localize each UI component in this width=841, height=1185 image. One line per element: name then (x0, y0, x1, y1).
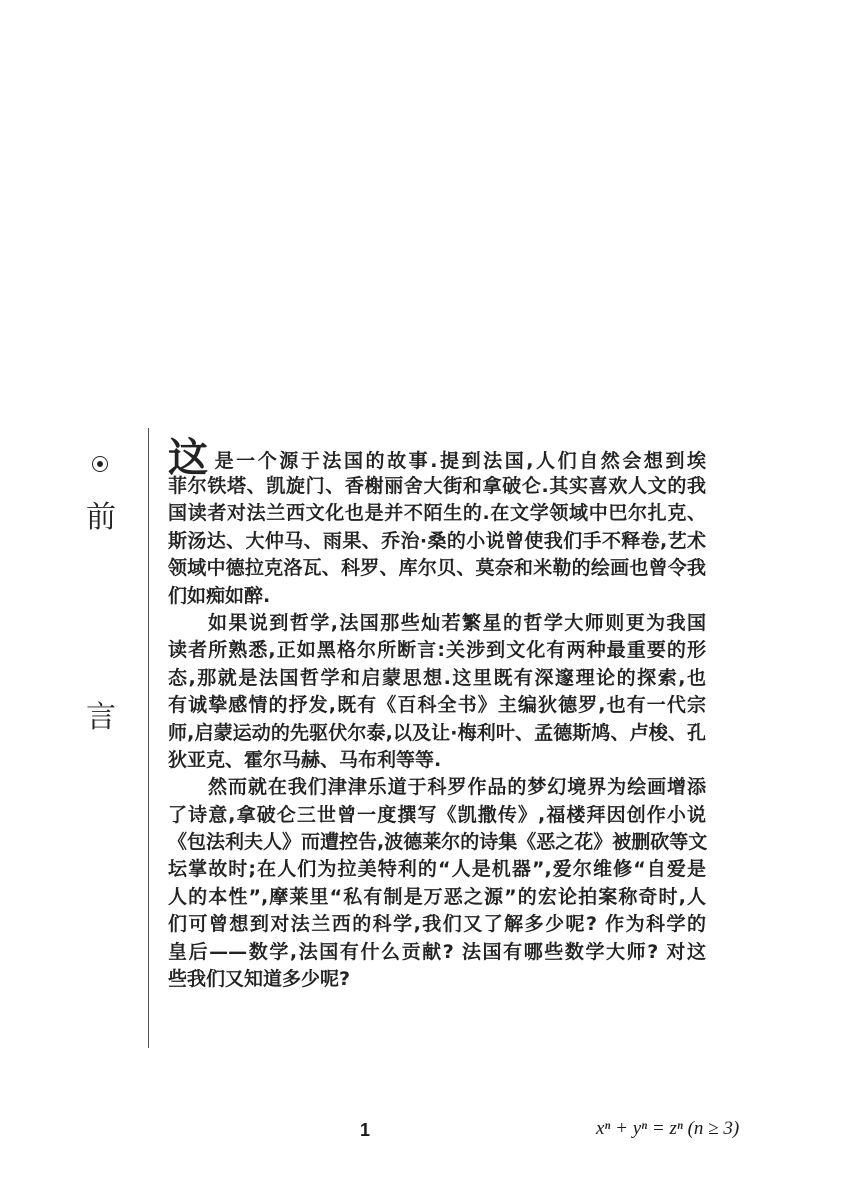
margin-rule (148, 428, 149, 1048)
text-line: 坛掌故时;在人们为拉美特利的“人是机器”,爱尔维修“自爱是 (168, 858, 706, 881)
circle-bullet-icon (92, 456, 108, 472)
text-line: 狄亚克、霍尔马赫、马布利等等. (168, 748, 442, 771)
text-line: 态,那就是法国哲学和启蒙思想.这里既有深邃理论的探索,也 (168, 666, 706, 689)
text-line: 国读者对法兰西文化也是并不陌生的.在文学领域中巴尔扎克、 (168, 502, 706, 525)
text-line: 菲尔铁塔、凯旋门、香榭丽舍大街和拿破仑.其实喜欢人文的我 (168, 475, 706, 497)
text-line: 们可曾想到对法兰西的科学,我们又了解多少呢? 作为科学的 (168, 913, 706, 936)
text-line: 斯汤达、大仲马、雨果、乔治·桑的小说曾使我们手不释卷,艺术 (168, 529, 706, 552)
text-line: 读者所熟悉,正如黑格尔所断言:关涉到文化有两种最重要的形 (168, 639, 706, 662)
text-line: 了诗意,拿破仑三世曾一度撰写《凯撒传》,福楼拜因创作小说 (168, 803, 706, 826)
page-number: 1 (360, 1120, 371, 1140)
line-text: 是一个源于法国的故事.提到法国,人们自然会想到埃 (214, 450, 707, 472)
side-title-char-1: 前 (86, 500, 116, 535)
text-line: 们如痴如醉. (168, 584, 271, 607)
text-line: 然而就在我们津津乐道于科罗作品的梦幻境界为绘画增添 (208, 776, 706, 799)
text-line (168, 434, 707, 481)
text-line: 如果说到哲学,法国那些灿若繁星的哲学大师则更为我国 (208, 611, 706, 634)
text-line: 领域中德拉克洛瓦、科罗、库尔贝、莫奈和米勒的绘画也曾令我 (168, 557, 706, 580)
text-line: 些我们又知道多少呢? (168, 968, 351, 991)
text-line: 《包法利夫人》而遭控告,波德莱尔的诗集《恶之花》被删砍等文 (168, 831, 708, 854)
text-line: 皇后——数学,法国有什么贡献? 法国有哪些数学大师? 对这 (168, 940, 706, 963)
text-line: 人的本性”,摩莱里“私有制是万恶之源”的宏论拍案称奇时,人 (168, 885, 706, 908)
drop-cap: 这 (168, 434, 211, 481)
preface-body (168, 434, 708, 993)
text-line: 师,启蒙运动的先驱伏尔泰,以及让·梅利叶、孟德斯鸠、卢梭、孔 (168, 721, 706, 744)
footer-formula: xⁿ + yⁿ = zⁿ (n ≥ 3) (596, 1118, 740, 1139)
text-line: 有诚挚感情的抒发,既有《百科全书》主编狄德罗,也有一代宗 (168, 694, 706, 717)
side-title-char-2: 言 (86, 700, 116, 735)
